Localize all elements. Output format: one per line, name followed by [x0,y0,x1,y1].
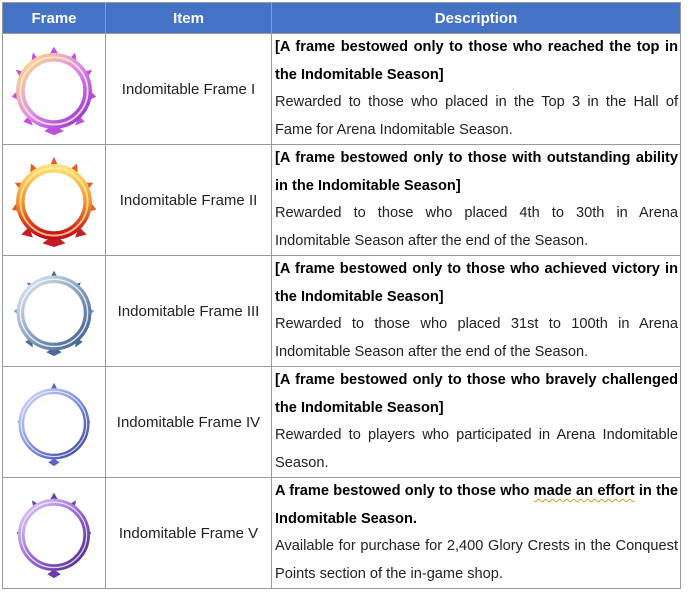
table-row [3,145,681,256]
spellcheck-marked-text: made an effort [533,483,635,499]
table-row [3,256,681,367]
frame-cell [3,478,106,589]
header-row [3,3,681,34]
description-title [275,478,678,533]
table-row [3,478,681,589]
item-name: Indomitable Frame III [106,256,272,367]
description-body: Available for purchase for 2,400 Glory Crests in the Conquest Points section of the in-game shop. [275,538,678,582]
indomitable-frame-2-icon [6,148,102,252]
indomitable-frame-5-icon [6,481,102,585]
header-frame: Frame [3,3,106,34]
title-prefix: A frame bestowed only to those who [275,483,534,499]
frame-cell [3,34,106,145]
indomitable-frame-1-icon [6,37,102,141]
frame-cell [3,145,106,256]
description-title: [A frame bestowed only to those who bravely challenged the Indomitable Season] [275,372,678,416]
description-cell [272,367,681,478]
description-cell [272,256,681,367]
item-name: Indomitable Frame IV [106,367,272,478]
title-suffix: in the Indomitable Season. [275,483,678,527]
header-description: Description [272,3,681,34]
description-body: Rewarded to players who participated in Arena Indomitable Season. [275,427,678,471]
frame-cell [3,367,106,478]
indomitable-frame-3-icon [6,259,102,363]
description-body: Rewarded to those who placed 31st to 100th in Arena Indomitable Season after the end of the Season. [275,316,678,360]
description-body: Rewarded to those who placed in the Top 3 in the Hall of Fame for Arena Indomitable Season. [275,94,678,138]
frame-cell [3,256,106,367]
item-name: Indomitable Frame II [106,145,272,256]
description-body: Rewarded to those who placed 4th to 30th in Arena Indomitable Season after the end of the Season. [275,205,678,249]
table-row [3,367,681,478]
description-title: [A frame bestowed only to those who reached the top in the Indomitable Season] [275,39,678,83]
item-name: Indomitable Frame I [106,34,272,145]
frames-table [2,2,681,589]
item-name: Indomitable Frame V [106,478,272,589]
description-cell [272,478,681,589]
description-cell [272,145,681,256]
description-title: [A frame bestowed only to those with outstanding ability in the Indomitable Season] [275,150,678,194]
frames-table-container [2,2,681,589]
indomitable-frame-4-icon [6,370,102,474]
table-row [3,34,681,145]
header-item: Item [106,3,272,34]
description-cell [272,34,681,145]
description-title: [A frame bestowed only to those who achieved victory in the Indomitable Season] [275,261,678,305]
